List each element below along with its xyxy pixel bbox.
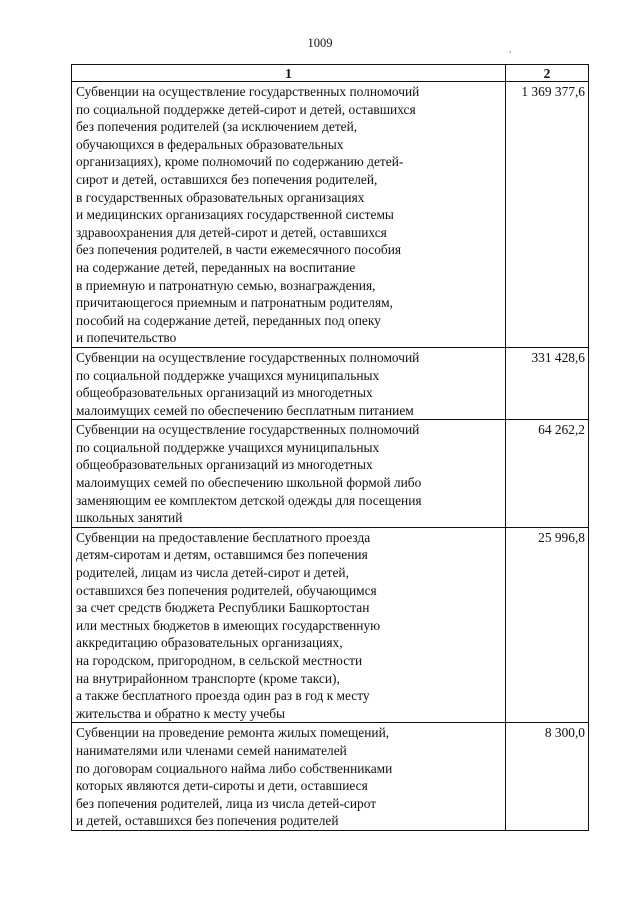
row-description: Субвенции на осуществление государственных полномочий по социальной поддержке учащихся муниципальных общеобразовательных организаций из многодетных малоимущих семей по обеспечению бесплатным питанием bbox=[72, 347, 506, 419]
table-header-row bbox=[72, 65, 589, 82]
row-description: Субвенции на проведение ремонта жилых помещений, нанимателями или членами семей нанимателей по договорам социального найма либо собственниками которых являются дети-сироты и дети, оставшиеся без попечения родителей, лица из числа детей-сирот и детей, оставшихся без попечения родителей bbox=[72, 723, 506, 831]
row-amount: 331 428,6 bbox=[506, 347, 589, 419]
row-description: Субвенции на предоставление бесплатного проезда детям-сиротам и детям, оставшимся без попечения родителей, лицам из числа детей-сирот и детей, оставшихся без попечения родителей, обучающимся за счет средств бюджета Республики Башкортостан или местных бюджетов в имеющих государственную аккредитацию образовательных организациях, на городском, пригородном, в сельской местности на внутрирайонном транспорте (кроме такси), а также бесплатного проезда один раз в год к месту жительства и обратно к месту учебы bbox=[72, 527, 506, 723]
table-row bbox=[72, 347, 589, 419]
row-amount: 64 262,2 bbox=[506, 420, 589, 528]
scan-mark: , bbox=[509, 44, 512, 54]
row-amount: 8 300,0 bbox=[506, 723, 589, 831]
page-number: 1009 bbox=[307, 36, 333, 50]
subventions-table bbox=[71, 64, 589, 831]
row-amount: 1 369 377,6 bbox=[506, 82, 589, 348]
row-description: Субвенции на осуществление государственных полномочий по социальной поддержке детей-сирот и детей, оставшихся без попечения родителей (за исключением детей, обучающихся в федеральных образовательных организациях), кроме полномочий по содержанию детей- сирот и детей, оставшихся без попечения родителей, в государственных образовательных организациях и медицинских организациях государственной системы здравоохранения для детей-сирот и детей, оставшихся без попечения родителей, в части ежемесячного пособия на содержание детей, переданных на воспитание в приемную и патронатную семью, вознаграждения, причитающегося приемным и патронатным родителям, пособий на содержание детей, переданных под опеку и попечительство bbox=[72, 82, 506, 348]
column-header-1: 1 bbox=[72, 65, 506, 82]
row-description: Субвенции на осуществление государственных полномочий по социальной поддержке учащихся муниципальных общеобразовательных организаций из многодетных малоимущих семей по обеспечению школьной формой либо заменяющим ее комплектом детской одежды для посещения школьных занятий bbox=[72, 420, 506, 528]
table-row bbox=[72, 420, 589, 528]
table-row bbox=[72, 723, 589, 831]
row-amount: 25 996,8 bbox=[506, 527, 589, 723]
column-header-2: 2 bbox=[506, 65, 589, 82]
table-row bbox=[72, 82, 589, 348]
table-row bbox=[72, 527, 589, 723]
